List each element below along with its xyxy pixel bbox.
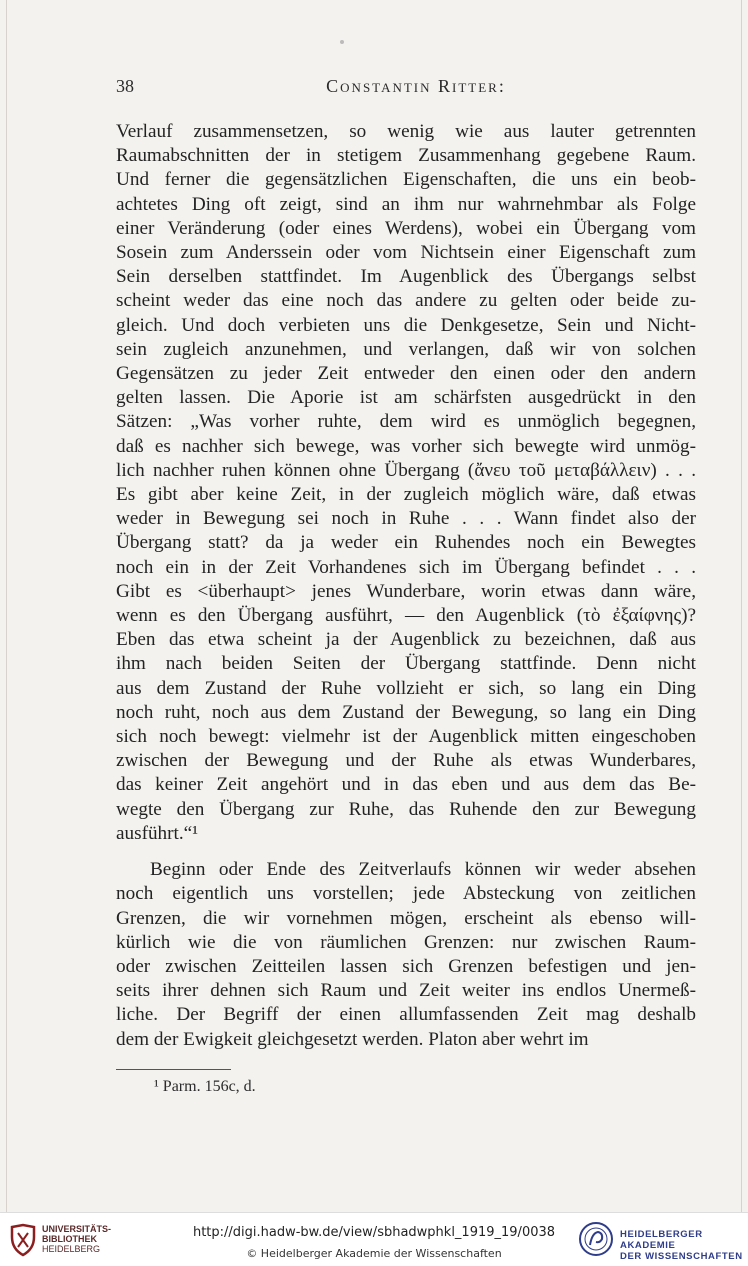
text-line: noch ein in der Zeit Vorhandenes sich im Übergang befindet . . . — [116, 556, 696, 578]
running-title: Constantin Ritter: — [326, 76, 506, 96]
paragraph-1 — [116, 120, 696, 846]
text-line: einer Veränderung (oder eines Werdens), wobei ein Übergang vom — [116, 217, 696, 239]
text-line: noch ruht, noch aus dem Zustand der Bewegung, so lang ein Ding — [116, 701, 696, 723]
text-line: daß es nachher sich bewege, was vorher sich bewegte wird unmög- — [116, 435, 696, 457]
page-edge-left — [6, 0, 7, 1212]
academy-name — [620, 1229, 748, 1262]
text-line: Eben das etwa scheint ja der Augenblick zu bezeichnen, daß aus — [116, 629, 696, 651]
text-line: lich nachher ruhen können ohne Übergang (ἄνευ τοῦ μεταβάλλειν) . . . — [116, 459, 696, 481]
permalink-url[interactable]: http://digi.hadw-bw.de/view/sbhadwphkl_1919_19/0038 — [192, 1225, 556, 1240]
page-number: 38 — [116, 76, 134, 96]
text-line: weder in Bewegung sei noch in Ruhe . . . Wann findet also der — [116, 508, 696, 530]
text-line: sein zugleich anzunehmen, und verlangen, daß wir von solchen — [116, 338, 696, 360]
academy-line-1: HEIDELBERGER AKADEMIE — [620, 1229, 703, 1251]
footnote-rule — [116, 1069, 231, 1070]
text-line: das keiner Zeit angehört und in das eben und aus dem das Be- — [116, 774, 696, 796]
text-line: scheint weder das eine noch das andere zu gelten oder beide zu- — [116, 290, 696, 312]
text-line: achtetes Ding oft zeigt, sind an ihm nur wahrnehmbar als Folge — [116, 193, 696, 215]
paragraph-2 — [116, 858, 696, 1052]
copyright-notice: © Heidelberger Akademie der Wissenschaften — [246, 1247, 502, 1260]
body-text — [116, 120, 696, 1052]
university-line-1: UNIVERSITÄTS- — [42, 1224, 112, 1234]
text-line: gelten lassen. Die Aporie ist am schärfsten ausgedrückt in den — [116, 387, 696, 409]
text-line: gleich. Und doch verbieten uns die Denkgesetze, Sein und Nicht- — [116, 314, 696, 336]
text-line: ihm nach beiden Seiten der Übergang stattfinde. Denn nicht — [116, 653, 696, 675]
text-line: Gegensätzen zu jeder Zeit entweder den einen oder den andern — [116, 363, 696, 385]
text-line: Und ferner die gegensätzlichen Eigenschaften, die uns ein beob- — [116, 169, 696, 191]
footnote: ¹ Parm. 156c, d. — [154, 1078, 256, 1095]
running-head — [116, 76, 696, 100]
academy-line-2: DER WISSENSCHAFTEN — [620, 1251, 743, 1262]
text-line: Übergang statt? da ja weder ein Ruhendes noch ein Bewegtes — [116, 532, 696, 554]
text-line: Gibt es <überhaupt> jenes Wunderbare, worin etwas dann wäre, — [116, 580, 696, 602]
text-line: ausführt.“¹ — [116, 822, 198, 844]
text-line: aus dem Zustand der Ruhe vollzieht er sich, so lang ein Ding — [116, 677, 696, 699]
text-line: wegte den Übergang zur Ruhe, das Ruhende den zur Bewegung — [116, 798, 696, 820]
text-line: kürlich wie die von räumlichen Grenzen: nur zwischen Raum- — [116, 931, 696, 953]
university-line-2: BIBLIOTHEK — [42, 1234, 97, 1244]
text-line: dem der Ewigkeit gleichgesetzt werden. Platon aber wehrt im — [116, 1028, 589, 1050]
viewer-footer — [0, 1212, 748, 1266]
text-line: Verlauf zusammensetzen, so wenig wie aus lauter getrennten — [116, 121, 696, 142]
university-line-3: HEIDELBERG — [42, 1244, 101, 1254]
text-line: Sätzen: „Was vorher ruhte, dem wird es unmöglich begegnen, — [116, 411, 696, 433]
text-line: Sosein zum Anderssein oder vom Nichtsein einer Eigenschaft zum — [116, 242, 696, 264]
scan-speck — [340, 40, 344, 44]
text-line: Sein derselben stattfindet. Im Augenblick des Übergangs selbst — [116, 266, 696, 288]
text-line: seits ihrer dehnen sich Raum und Zeit weiter ins endlos Unermeß- — [116, 980, 696, 1002]
text-line: liche. Der Begriff der einen allumfassenden Zeit mag deshalb — [116, 1004, 696, 1026]
text-line: zwischen der Bewegung und der Ruhe als etwas Wunderbares, — [116, 750, 696, 772]
academy-seal-icon[interactable] — [578, 1221, 614, 1257]
text-line: Es gibt aber keine Zeit, in der zugleich möglich wäre, daß etwas — [116, 484, 696, 506]
text-line: noch eigentlich uns vorstellen; jede Absteckung von zeitlichen — [116, 883, 696, 905]
text-line: Beginn oder Ende des Zeitverlaufs können wir weder absehen — [150, 859, 696, 881]
text-line: oder zwischen Zeitteilen lassen sich Grenzen befestigen und jen- — [116, 955, 696, 977]
page-edge-right — [741, 0, 742, 1212]
text-line: Raumabschnitten der in stetigem Zusammenhang gegebene Raum. — [116, 145, 696, 167]
text-line: wenn es den Übergang ausführt, — den Augenblick (τὸ ἐξαίφνης)? — [116, 605, 696, 627]
text-line: sich noch bewegt: vielmehr ist der Augenblick mitten eingeschoben — [116, 726, 696, 748]
text-line: Grenzen, die wir vornehmen mögen, erscheint als ebenso will- — [116, 907, 696, 929]
